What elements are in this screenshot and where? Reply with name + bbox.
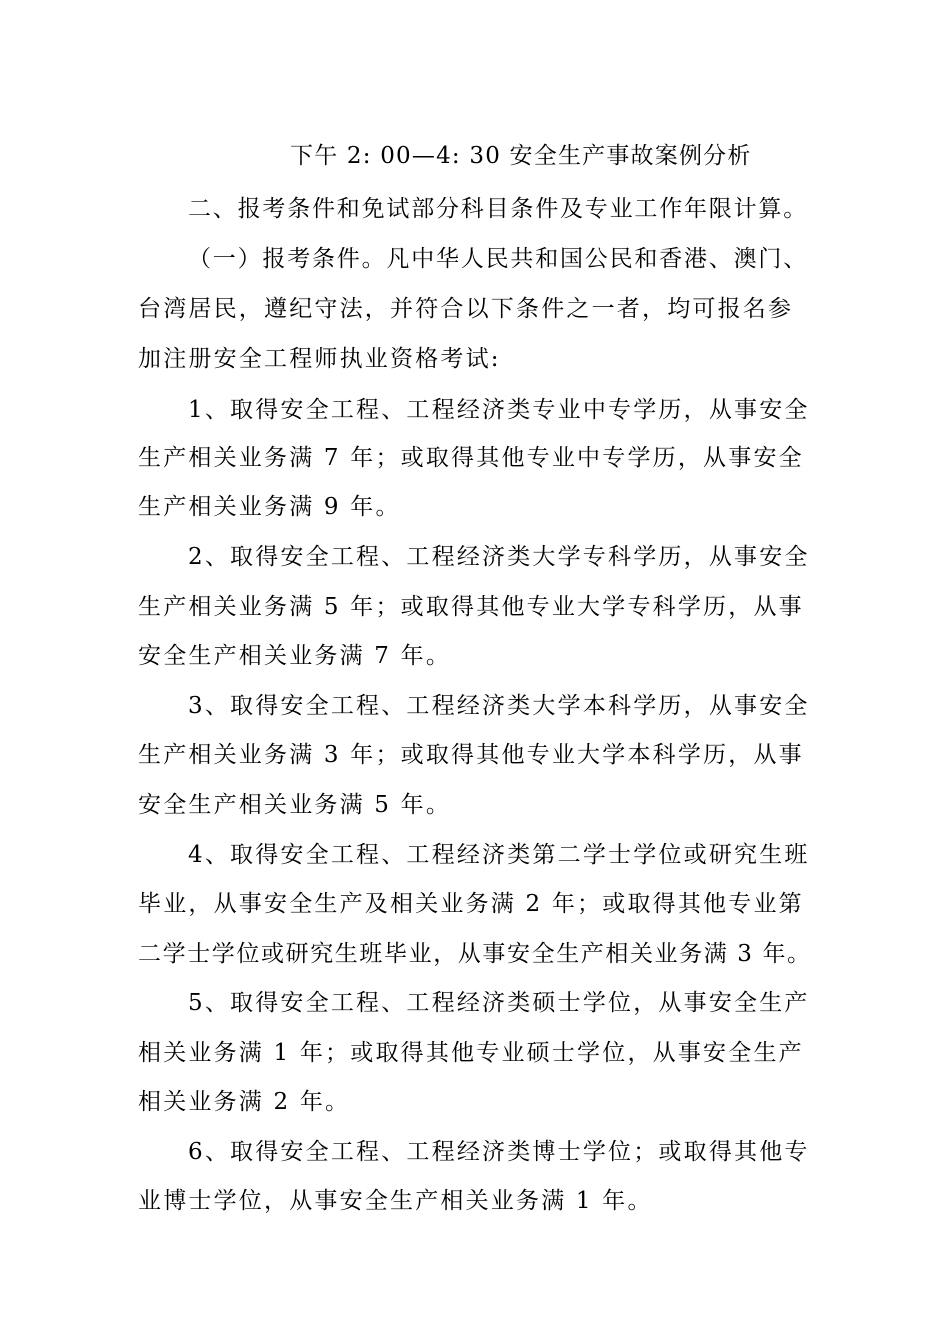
paragraph-line: 4、取得安全工程、工程经济类第二学士学位或研究生班: [188, 842, 810, 868]
paragraph-line: 生产相关业务满 3 年；或取得其他专业大学本科学历，从事: [138, 742, 804, 768]
paragraph-line: 3、取得安全工程、工程经济类大学本科学历，从事安全: [188, 693, 810, 719]
paragraph-line: 加注册安全工程师执业资格考试:: [138, 346, 501, 372]
paragraph-line: 生产相关业务满 9 年。: [138, 494, 401, 520]
paragraph-line: 毕业，从事安全生产及相关业务满 2 年；或取得其他专业第: [138, 891, 804, 917]
paragraph-line: 台湾居民，遵纪守法，并符合以下条件之一者，均可报名参: [138, 296, 794, 322]
paragraph-line: 相关业务满 1 年；或取得其他专业硕士学位，从事安全生产: [138, 1040, 804, 1066]
paragraph-line: 6、取得安全工程、工程经济类博士学位；或取得其他专: [188, 1139, 810, 1165]
exam-schedule-line: 下午 2: 00—4: 30 安全生产事故案例分析: [290, 143, 752, 169]
paragraph-line: 5、取得安全工程、工程经济类硕士学位，从事安全生产: [188, 990, 810, 1016]
paragraph-line: 安全生产相关业务满 7 年。: [138, 643, 452, 669]
paragraph-line: 生产相关业务满 5 年；或取得其他专业大学专科学历，从事: [138, 594, 804, 620]
paragraph-line: 业博士学位，从事安全生产相关业务满 1 年。: [138, 1188, 653, 1214]
paragraph-line: 2、取得安全工程、工程经济类大学专科学历，从事安全: [188, 544, 810, 570]
paragraph-line: 安全生产相关业务满 5 年。: [138, 792, 452, 818]
paragraph-line: 二学士学位或研究生班毕业，从事安全生产相关业务满 3 年。: [138, 941, 812, 967]
paragraph-line: 相关业务满 2 年。: [138, 1089, 351, 1115]
paragraph-line: 1、取得安全工程、工程经济类专业中专学历，从事安全: [188, 397, 810, 423]
paragraph-line: 生产相关业务满 7 年；或取得其他专业中专学历，从事安全: [138, 445, 804, 471]
section-heading: 二、报考条件和免试部分科目条件及专业工作年限计算。: [188, 196, 808, 222]
paragraph-line: （一）报考条件。凡中华人民共和国公民和香港、澳门、: [188, 246, 808, 272]
